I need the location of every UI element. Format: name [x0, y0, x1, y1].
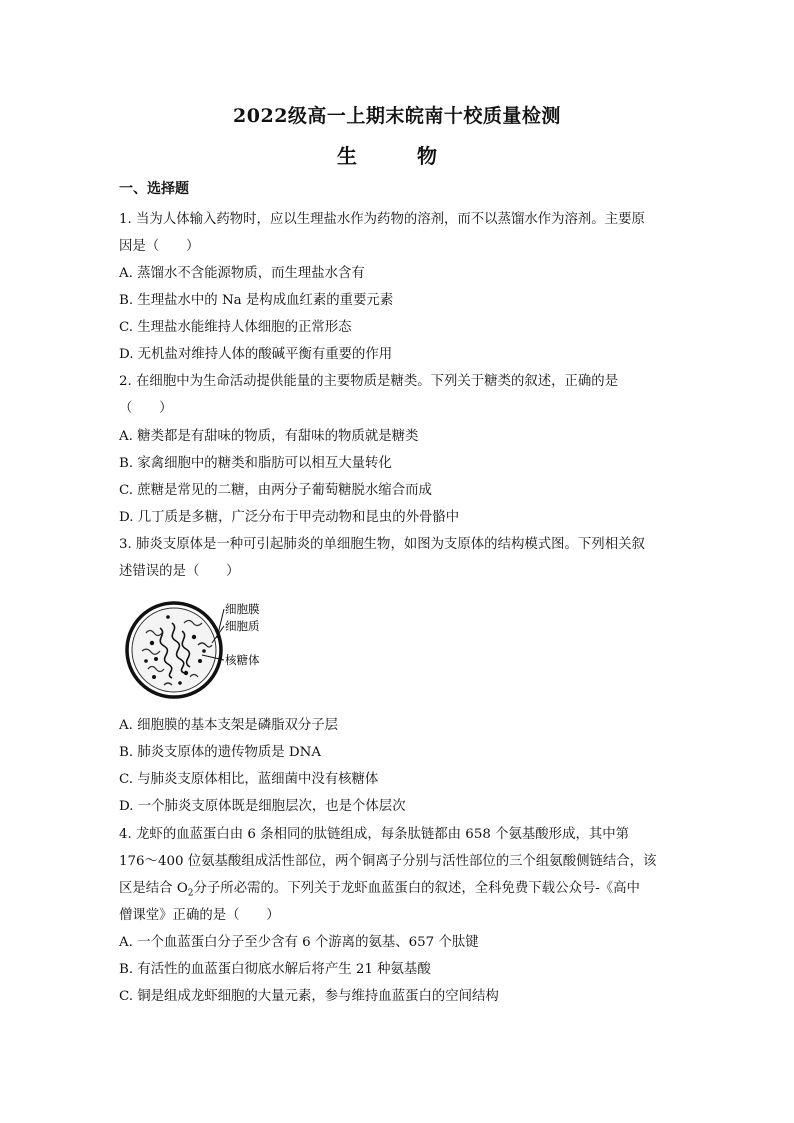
q3-option-b: B. 肺炎支原体的遗传物质是 DNA — [119, 745, 322, 760]
q3-option-d: D. 一个肺炎支原体既是细胞层次，也是个体层次 — [119, 799, 406, 814]
q2-option-c: C. 蔗糖是常见的二糖，由两分子葡萄糖脱水缩合而成 — [119, 483, 432, 498]
q3-stem-line1: 3. 肺炎支原体是一种可引起肺炎的单细胞生物，如图为支原体的结构模式图。下列相关叙 — [119, 537, 645, 552]
exam-title: 2022级高一上期末皖南十校质量检测 — [233, 105, 561, 127]
q4-option-a: A. 一个血蓝蛋白分子至少含有 6 个游离的氨基、657 个肽键 — [119, 935, 479, 950]
q2-stem-line2: （ ） — [119, 401, 173, 416]
q2-stem-line1: 2. 在细胞中为生命活动提供能量的主要物质是糖类。下列关于糖类的叙述，正确的是 — [119, 374, 619, 389]
q1-option-d: D. 无机盐对维持人体的酸碱平衡有重要的作用 — [119, 347, 393, 362]
q4-option-b: B. 有活性的血蓝蛋白彻底水解后将产生 21 种氨基酸 — [119, 962, 431, 977]
label-ribosome: 核糖体 — [225, 653, 260, 667]
q2-option-b: B. 家禽细胞中的糖类和脂肪可以相互大量转化 — [119, 456, 392, 471]
q1-option-c: C. 生理盐水能维持人体细胞的正常形态 — [119, 320, 352, 335]
q4-stem-line3-part1: 区是结合 O — [119, 881, 188, 896]
q2-option-a: A. 糖类都是有甜味的物质，有甜味的物质就是糖类 — [119, 429, 419, 444]
q2-option-d: D. 几丁质是多糖，广泛分布于甲壳动物和昆虫的外骨骼中 — [119, 510, 460, 525]
q4-stem-line4: 僧课堂》正确的是（ ） — [119, 908, 280, 923]
mycoplasma-diagram — [124, 593, 324, 703]
q1-option-a: A. 蒸馏水不含能源物质，而生理盐水含有 — [119, 266, 365, 281]
label-cell-membrane: 细胞膜 — [225, 602, 260, 616]
section-heading: 一、选择题 — [119, 181, 189, 197]
subject-title: 生 物 — [337, 144, 457, 168]
q1-option-b: B. 生理盐水中的 Na 是构成血红素的重要元素 — [119, 293, 394, 308]
q3-stem-line2: 述错误的是（ ） — [119, 564, 240, 579]
q3-option-c: C. 与肺炎支原体相比，蓝细菌中没有核糖体 — [119, 772, 379, 787]
q4-stem-line3-part2: 分子所必需的。下列关于龙虾血蓝蛋白的叙述，全科免费下载公众号-《高中 — [193, 881, 640, 896]
q3-option-a: A. 细胞膜的基本支架是磷脂双分子层 — [119, 718, 339, 733]
q4-stem-line1: 4. 龙虾的血蓝蛋白由 6 条相同的肽链组成，每条肽链都由 658 个氨基酸形成，其中第 — [119, 827, 630, 842]
q4-stem-line3 — [119, 880, 640, 903]
label-cytoplasm: 细胞质 — [225, 619, 260, 633]
q4-option-c: C. 铜是组成龙虾细胞的大量元素，参与维持血蓝蛋白的空间结构 — [119, 989, 499, 1004]
q1-stem-line1: 1. 当为人体输入药物时，应以生理盐水作为药物的溶剂，而不以蒸馏水作为溶剂。主要原 — [119, 212, 645, 227]
q4-subscript: 2 — [187, 888, 194, 899]
q1-stem-line2: 因是（ ） — [119, 239, 200, 254]
mycoplasma-illustration — [124, 593, 324, 703]
q4-stem-line2: 176～400 位氨基酸组成活性部位，两个铜离子分别与活性部位的三个组氨酸侧链结合，该 — [119, 854, 657, 869]
